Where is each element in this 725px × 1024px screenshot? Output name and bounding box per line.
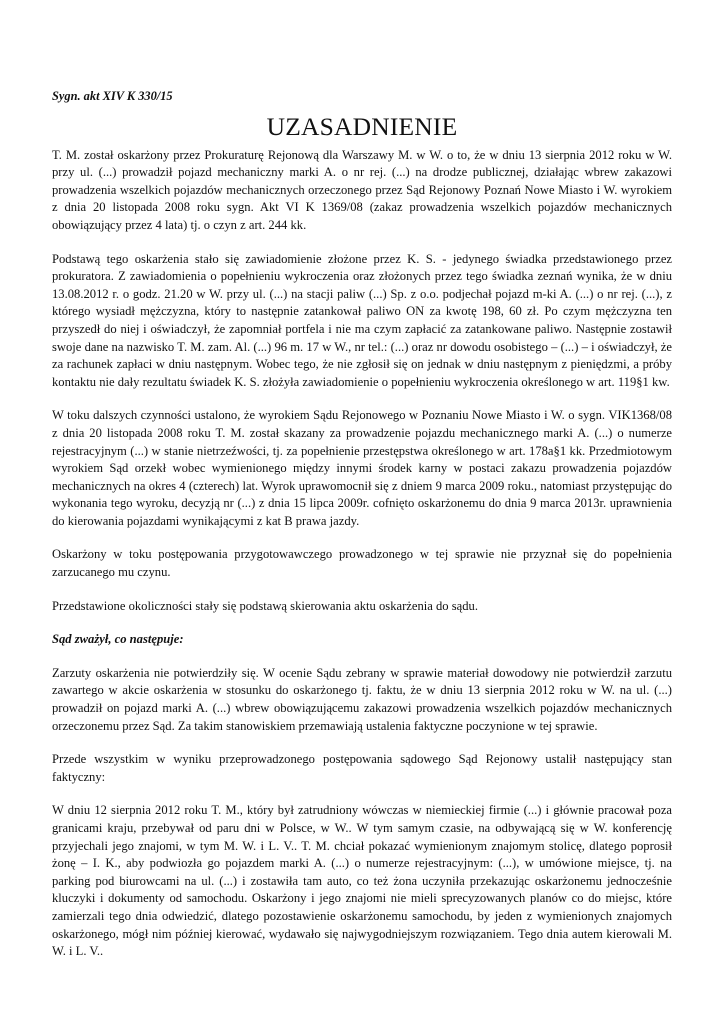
paragraph-indictment: Przedstawione okoliczności stały się podstawą skierowania aktu oskarżenia do sądu. [52, 598, 478, 613]
paragraph-basis: Podstawą tego oskarżenia stało się zawiadomienie złożone przez K. S. - jedynego świadka przedstawionego przez prokuratora. Z zawiadomienia o popełnieniu wykroczenia oraz złożonych przez tego świadka zeznań wynika, że w dniu 13.08.2012 r. o godz. 21.20 w W. przy ul. (...) na stacji paliw (...) Sp. z o.o. podjechał pojazd m-ki A. (...) o nr rej. (...), z którego wysiadł mężczyzna, który to następnie zatankował paliwo ON za kwotę 198, 60 zł. Po czym mężczyzna ten przyszedł do niej i oświadczył, że zapomniał portfela i nie ma czym zapłacić za zatankowane paliwo. Następnie zostawił swoje dane na nazwisko T. M. zam. Al. (...) 96 m. 17 w W., nr tel.: (...) oraz nr dowodu osobistego – (...) – i oświadczył, że za rachunek zapłaci w dniu następnym. Wobec tego, że nie zgłosił się on jednak w dniu następnym z pieniędzmi, a próby kontaktu nie dały rezultatu świadek K. S. złożyła zawiadomienie o popełnieniu wykroczenia określonego w art. 119§1 kw. [52, 251, 672, 389]
paragraph-prior-conviction: W toku dalszych czynności ustalono, że wyrokiem Sądu Rejonowego w Poznaniu Nowe Miasto i W. o sygn. VIK1368/08 z dnia 20 listopada 2008 roku T. M. został skazany za prowadzenie pojazdu mechanicznego marki A. (...) o numerze rejestracyjnym (...) w stanie nietrzeźwości, tj. za popełnienie przestępstwa określonego w art. 178a§1 kk. Przedmiotowym wyrokiem Sąd orzekł wobec wymienionego między innymi środek karny w postaci zakazu prowadzenia pojazdów mechanicznych na okres 4 (czterech) lat. Wyrok uprawomocnił się z dniem 9 marca 2009 roku., natomiast przystępując do wykonania tego wyroku, decyzją nr (...) z dnia 15 lipca 2009r. cofnięto oskarżonemu do dnia 9 marca 2013r. uprawnienia do kierowania pojazdami wynikającymi z kat B prawa jazdy. [52, 408, 672, 528]
document-page [52, 88, 672, 977]
paragraph-findings-intro: Przede wszystkim w wyniku przeprowadzonego postępowania sądowego Sąd Rejonowy ustalił następujący stan faktyczny: [52, 752, 672, 784]
document-title: UZASADNIENIE [266, 111, 458, 141]
paragraph-assessment: Zarzuty oskarżenia nie potwierdziły się. W ocenie Sądu zebrany w sprawie materiał dowodowy nie potwierdził zarzutu zawartego w akcie oskarżenia w stosunku do oskarżonego tj. faktu, że w dniu 13 sierpnia 2012 roku w W. na ul. (...) prowadził on pojazd marki A. (...) wbrew obowiązującemu zakazowi prowadzenia wszelkich pojazdów mechanicznych orzeczonemu przez Sąd. Za takim stanowiskiem przemawiają ustalenia faktyczne poczynione w tej sprawie. [52, 665, 672, 733]
paragraph-plea: Oskarżony w toku postępowania przygotowawczego prowadzonego w tej sprawie nie przyznał się do popełnienia zarzucanego mu czynu. [52, 547, 672, 580]
paragraph-facts: W dniu 12 sierpnia 2012 roku T. M., który był zatrudniony wówczas w niemieckiej firmie (...) i głównie pracował poza granicami kraju, przebywał od paru dni w Polsce, w W.. W tym samym czasie, na odbywającą się w W. konferencję przyjechali jego znajomi, w tym M. W. i L. V.. T. M. chciał pokazać wymienionym znajomym stolicę, dlatego poprosił żonę – I. K., aby podwiozła go pojazdem marki A. (...) o numerze rejestracyjnym: (...), w umówione miejsce, tj. na parking pod biurowcami na ul. (...) i zostawiła tam auto, co też żona uczyniła przekazując oskarżonemu jednocześnie kluczyki i dokumenty od samochodu. Oskarżony i jego znajomi nie mieli sprecyzowanych planów co do miejsc, które zamierzali tego dnia odwiedzić, dlatego pozostawienie oskarżonemu samochodu, by jeden z wymienionych znajomych oskarżonego, mógł nim później kierować, wydawało się najwygodniejszym rozwiązaniem. Tego dnia autem kierowali M. W. i L. V.. [52, 803, 672, 959]
case-signature: Sygn. akt XIV K 330/15 [52, 89, 173, 103]
section-subheading: Sąd zważył, co następuje: [52, 632, 184, 647]
paragraph-charge: T. M. został oskarżony przez Prokuraturę Rejonową dla Warszawy M. w W. o to, że w dniu 13 sierpnia 2012 roku w W. przy ul. (...) prowadził pojazd mechaniczny marki A. o nr rej. (...) na drodze publicznej, działając wbrew zakazowi prowadzenia wszelkich pojazdów mechanicznych orzeczonego przez Sąd Rejonowy Poznań Nowe Miasto i W. wyrokiem z dnia 20 listopada 2008 roku sygn. Akt VI K 1369/08 (zakaz prowadzenia wszelkich pojazdów mechanicznych obowiązujący przez 4 lata) tj. o czyn z art. 244 kk. [52, 147, 672, 232]
